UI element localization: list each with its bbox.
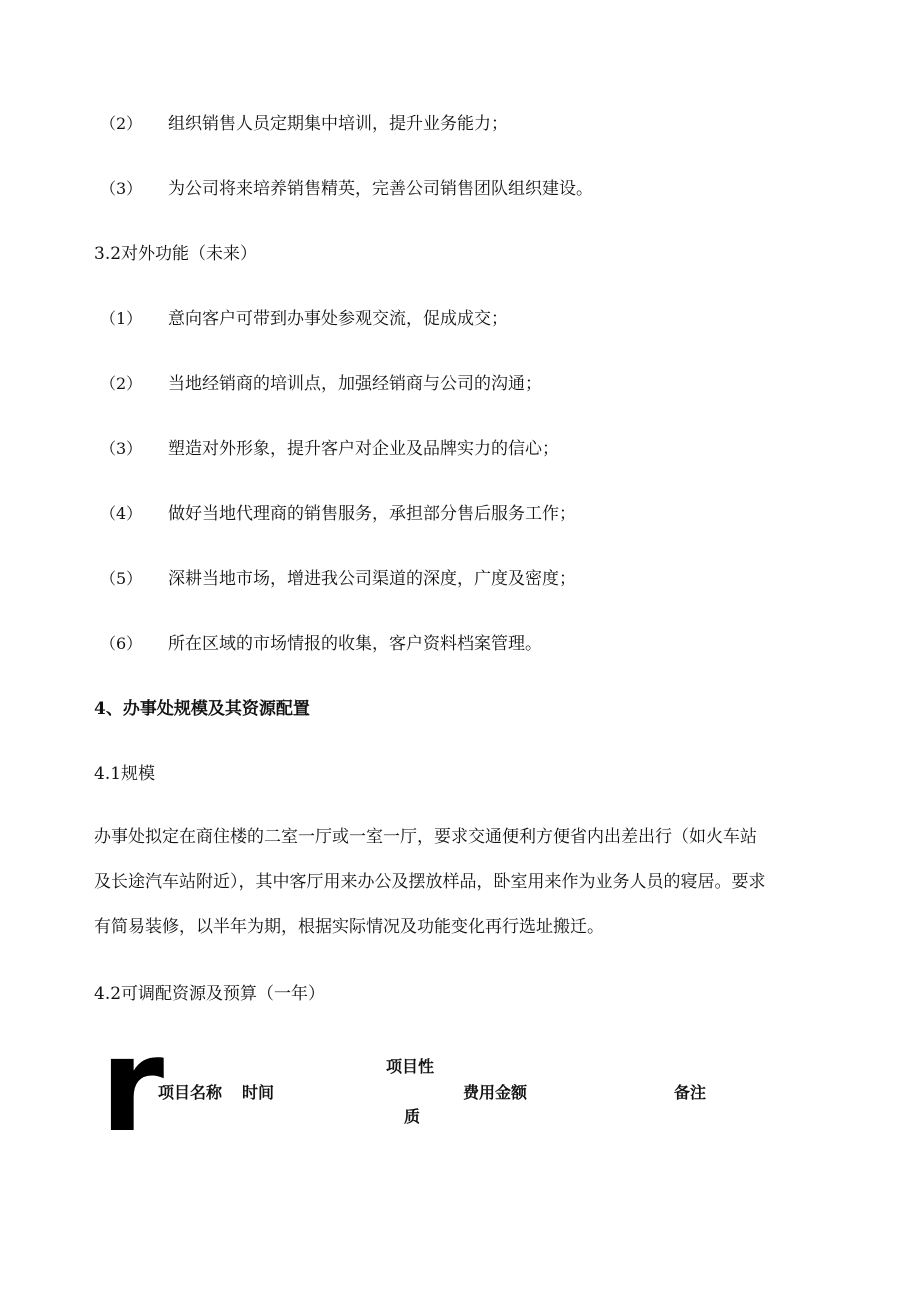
- list-item-text: 组织销售人员定期集中培训，提升业务能力；: [168, 114, 508, 134]
- table-header-nature-line2: 质: [404, 1107, 421, 1126]
- list-item-number: （1）: [100, 309, 143, 328]
- list-item-text: 塑造对外形象，提升客户对企业及品牌实力的信心；: [168, 439, 559, 459]
- list-item-text: 做好当地代理商的销售服务，承担部分售后服务工作；: [168, 504, 576, 524]
- list-item-text: 深耕当地市场，增进我公司渠道的深度，广度及密度；: [168, 569, 576, 589]
- table-header-time: 时间: [242, 1083, 275, 1102]
- list-item-text: 当地经销商的培训点，加强经销商与公司的沟通；: [168, 374, 542, 394]
- table-header-nature-line1: 项目性: [386, 1057, 435, 1076]
- list-item-number: （6）: [100, 634, 143, 653]
- paragraph-line: 及长途汽车站附近），其中客厅用来办公及摆放样品，卧室用来作为业务人员的寝居。要求: [94, 872, 766, 892]
- section-3-2-heading: 3.2对外功能（未来）: [94, 244, 258, 264]
- paragraph-line: 有简易装修，以半年为期，根据实际情况及功能变化再行选址搬迁。: [94, 917, 604, 937]
- list-item-number: （3）: [100, 439, 143, 458]
- list-item-number: （5）: [100, 569, 143, 588]
- table-header-remark: 备注: [674, 1083, 707, 1102]
- list-item-number: （3）: [100, 179, 143, 198]
- table-header-amount: 费用金额: [463, 1083, 528, 1102]
- section-4-1-paragraph: [94, 815, 854, 950]
- list-item-number: （2）: [100, 374, 143, 393]
- paragraph-line: 办事处拟定在商住楼的二室一厅或一室一厅，要求交通便利方便省内出差出行（如火车站: [94, 827, 757, 847]
- section-4-heading: 4、办事处规模及其资源配置: [94, 699, 310, 719]
- list-item-text: 意向客户可带到办事处参观交流，促成成交；: [168, 309, 508, 329]
- table-corner-glyph: r: [100, 1009, 165, 1161]
- table-header-name: 项目名称: [158, 1083, 223, 1102]
- list-item-text: 所在区域的市场情报的收集，客户资料档案管理。: [168, 634, 542, 654]
- section-4-1-heading: 4.1规模: [94, 764, 156, 784]
- section-4-2-heading: 4.2可调配资源及预算（一年）: [94, 984, 326, 1004]
- list-item-text: 为公司将来培养销售精英，完善公司销售团队组织建设。: [168, 179, 593, 199]
- list-item-number: （2）: [100, 114, 143, 133]
- list-item-number: （4）: [100, 504, 143, 523]
